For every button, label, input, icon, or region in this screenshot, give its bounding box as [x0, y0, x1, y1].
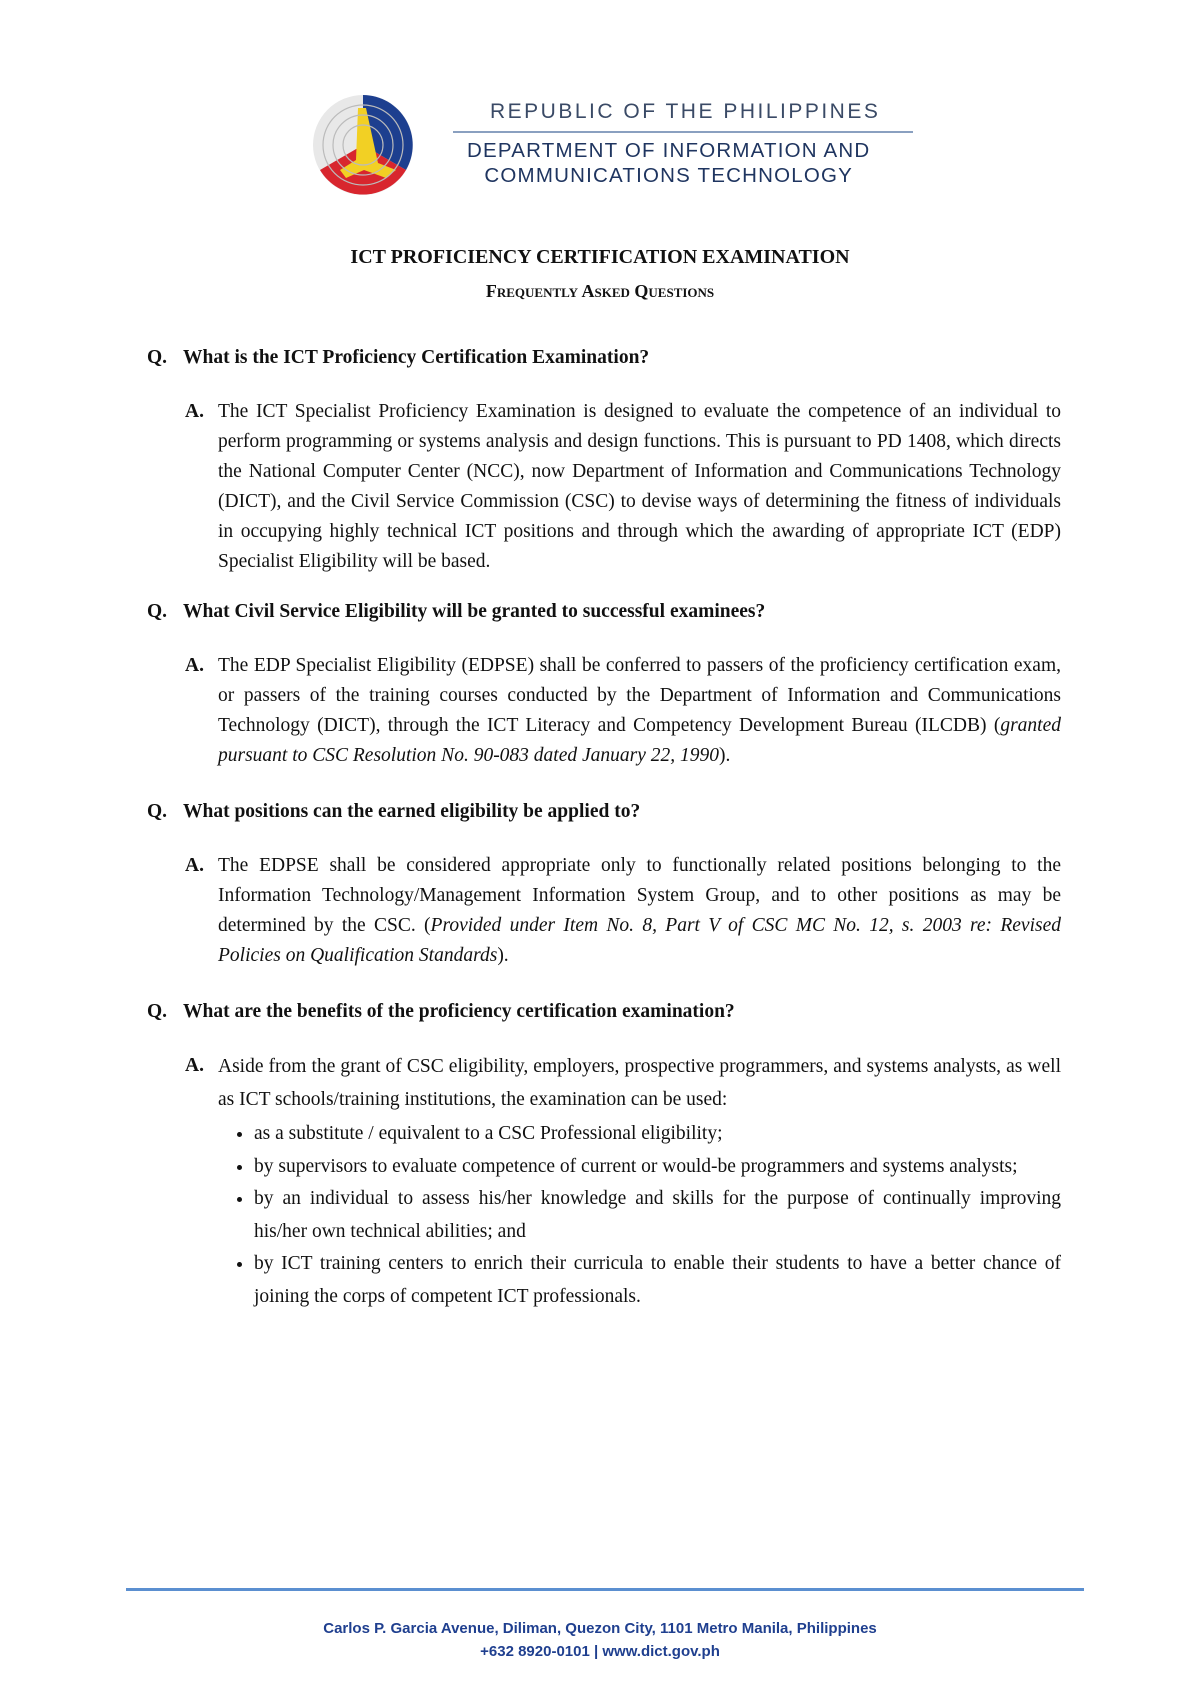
- question: Q. What Civil Service Eligibility will be granted to successful examinees?: [147, 601, 766, 622]
- faq-item: [147, 343, 1061, 577]
- answer: A. Aside from the grant of CSC eligibility, employers, prospective programmers, and systems analysts, as well as ICT schools/training institutions, the examination can be used: • as a substitute / equivalent to a CSC Professional eligibility; • by supervisors to evaluate competence of current or would-be programmers and systems analysts; • by an individual to assess his/her knowledge and skills for the purpose of continually improving his/her own technical abilities; and • by ICT training centers to enrich their curricula to enable their students to have a better chance of joining the corps of competent ICT professionals.: [185, 1051, 1061, 1313]
- question: Q. What positions can the earned eligibility be applied to?: [147, 801, 641, 822]
- citation: granted pursuant to CSC Resolution No. 90-083 dated January 22, 1990: [218, 715, 1061, 766]
- citation: Provided under Item No. 8, Part V of CSC MC No. 12, s. 2003 re: Revised Policies on Qualification Standards: [218, 915, 1061, 966]
- answer: A. The EDPSE shall be considered appropriate only to functionally related positions belonging to the Information Technology/Management Information System Group, and to other positions as may be determined by the CSC. (Provided under Item No. 8, Part V of CSC MC No. 12, s. 2003 re: Revised Policies on Qualification Standards).: [185, 855, 1061, 966]
- footer-address: Carlos P. Garcia Avenue, Diliman, Quezon City, 1101 Metro Manila, Philippines: [323, 1620, 877, 1637]
- footer-phone: +632 8920-0101: [480, 1643, 590, 1660]
- answer: A. The ICT Specialist Proficiency Examination is designed to evaluate the competence of an individual to perform programming or systems analysis and design functions. This is pursuant to PD 1408, which directs the National Computer Center (NCC), now Department of Information and Communications Technology (DICT), and the Civil Service Commission (CSC) to devise ways of determining the fitness of individuals in occupying highly technical ICT positions and through which the awarding of appropriate ICT (EDP) Specialist Eligibility will be based.: [185, 401, 1061, 572]
- answer: A. The EDP Specialist Eligibility (EDPSE) shall be conferred to passers of the proficiency certification exam, or passers of the training courses conducted by the Department of Information and Communications Technology (DICT), through the ICT Literacy and Competency Development Bureau (ILCDB) (granted pursuant to CSC Resolution No. 90-083 dated January 22, 1990).: [185, 655, 1061, 766]
- question: Q. What are the benefits of the proficiency certification examination?: [147, 1001, 735, 1022]
- dict-logo: [296, 78, 430, 212]
- faq-item: [147, 797, 1061, 971]
- dept-line-2: COMMUNICATIONS TECHNOLOGY: [484, 164, 854, 187]
- header-department: [467, 138, 870, 188]
- faq-item: [147, 997, 1061, 1313]
- list-item: • as a substitute / equivalent to a CSC Professional eligibility;: [254, 1118, 1061, 1151]
- list-item: • by ICT training centers to enrich their curricula to enable their students to have a better chance of joining the corps of competent ICT professionals.: [254, 1248, 1061, 1313]
- list-item: • by supervisors to evaluate competence of current or would-be programmers and systems analysts;: [254, 1151, 1061, 1184]
- faq-item: [147, 597, 1061, 771]
- header-divider: [453, 131, 913, 133]
- header-republic: REPUBLIC OF THE PHILIPPINES: [490, 100, 881, 123]
- document-subtitle: Frequently Asked Questions: [485, 281, 715, 301]
- document-title: ICT PROFICIENCY CERTIFICATION EXAMINATION: [350, 246, 850, 268]
- footer-website-link[interactable]: www.dict.gov.ph: [602, 1643, 720, 1660]
- benefits-list: [218, 1118, 1061, 1313]
- list-item: • by an individual to assess his/her knowledge and skills for the purpose of continually improving his/her own technical abilities; and: [254, 1183, 1061, 1248]
- question: Q. What is the ICT Proficiency Certification Examination?: [147, 347, 650, 368]
- faq-list: [147, 343, 1061, 1331]
- dept-line-1: DEPARTMENT OF INFORMATION AND: [467, 139, 871, 162]
- footer: Carlos P. Garcia Avenue, Diliman, Quezon City, 1101 Metro Manila, Philippines +632 8920-0101 | www.dict.gov.ph: [0, 1617, 1200, 1663]
- footer-divider: [126, 1588, 1084, 1591]
